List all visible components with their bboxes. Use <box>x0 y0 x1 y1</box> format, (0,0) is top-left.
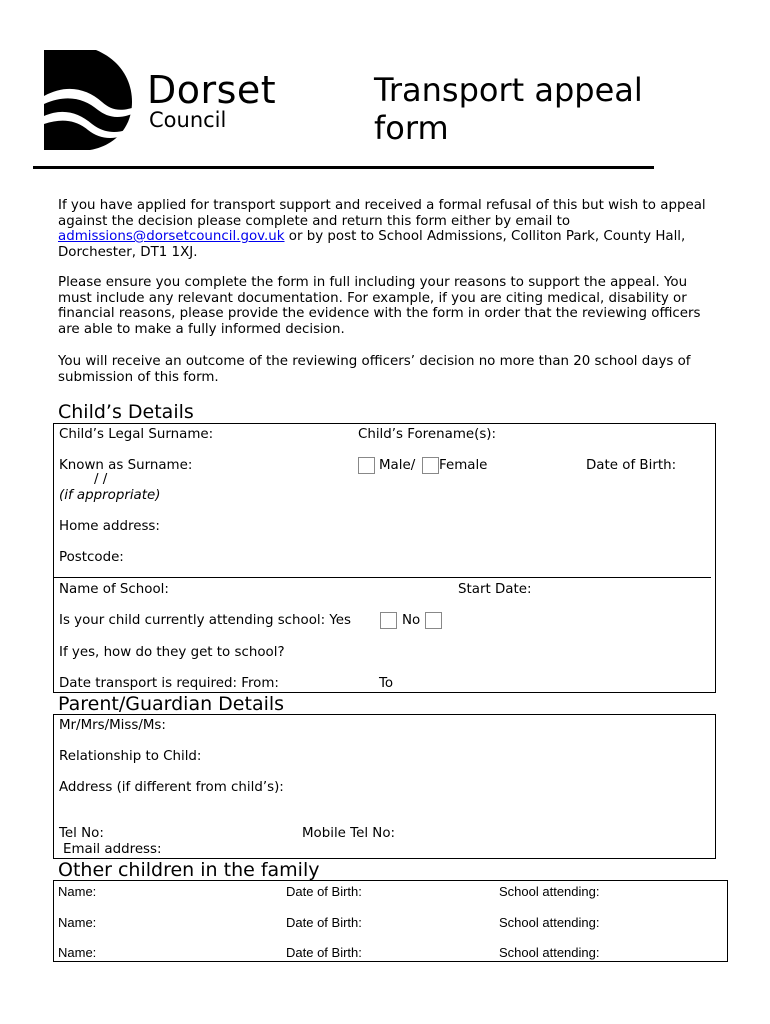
male-checkbox[interactable] <box>358 457 375 474</box>
dorset-council-logo-mark <box>44 50 132 150</box>
start-date-label: Start Date: <box>458 582 532 597</box>
child-details-box <box>53 423 716 693</box>
transport-from-label: Date transport is required: From: <box>59 676 279 691</box>
child-2-dob-label: Date of Birth: <box>286 915 362 930</box>
section-divider <box>54 577 711 578</box>
child-3-name-label: Name: <box>58 945 97 960</box>
intro-paragraph-1: If you have applied for transport support and received a formal refusal of this but wish to appeal against the decision please complete and return this form either by email to admissions@dorsetcouncil.gov.uk or by post to School Admissions, Colliton Park, County Hall, Dorchester, DT1 1XJ. <box>58 198 706 260</box>
forenames-label: Child’s Forename(s): <box>358 427 497 442</box>
dob-slashes: / / <box>94 472 108 487</box>
male-label: Male/ <box>379 458 416 473</box>
logo-wordmark: Dorset <box>147 68 277 112</box>
parent-title-label: Mr/Mrs/Miss/Ms: <box>59 718 166 733</box>
child-details-heading: Child’s Details <box>58 401 194 423</box>
logo-subtitle: Council <box>149 108 227 132</box>
child-1-name-label: Name: <box>58 884 97 899</box>
other-children-heading: Other children in the family <box>58 859 320 881</box>
page-title-overflow: form <box>374 109 449 147</box>
how-get-label: If yes, how do they get to school? <box>59 645 285 660</box>
female-checkbox[interactable] <box>422 457 439 474</box>
child-3-school-label: School attending: <box>499 945 600 960</box>
other-children-box <box>53 880 728 962</box>
intro-paragraph-2: Please ensure you complete the form in full including your reasons to support the appeal. You must include any relevant documentation. For example, if you are citing medical, disability or financial reasons, please provide the evidence with the form in order that the reviewing officers are able to make a fully informed decision. <box>58 275 701 337</box>
dob-label: Date of Birth: <box>586 458 677 473</box>
child-1-school-label: School attending: <box>499 884 600 899</box>
header-rule <box>33 166 654 169</box>
attending-no-label: No <box>402 613 421 628</box>
child-3-dob-label: Date of Birth: <box>286 945 362 960</box>
mobile-label: Mobile Tel No: <box>302 826 396 841</box>
if-appropriate-note: (if appropriate) <box>59 488 161 503</box>
attending-no-checkbox[interactable] <box>425 612 442 629</box>
parent-details-box <box>53 714 716 859</box>
intro-paragraph-3: You will receive an outcome of the reviewing officers’ decision no more than 20 school days of submission of this form. <box>58 354 691 385</box>
transport-to-label: To <box>379 676 394 691</box>
home-address-label: Home address: <box>59 519 160 534</box>
child-2-school-label: School attending: <box>499 915 600 930</box>
relationship-label: Relationship to Child: <box>59 749 202 764</box>
attending-label: Is your child currently attending school: Yes <box>59 613 352 628</box>
page-title: Transport appeal <box>374 71 643 109</box>
email-link[interactable]: admissions@dorsetcouncil.gov.uk <box>58 229 285 244</box>
postcode-label: Postcode: <box>59 550 124 565</box>
female-label: Female <box>439 458 488 473</box>
attending-yes-checkbox[interactable] <box>380 612 397 629</box>
legal-surname-label: Child’s Legal Surname: <box>59 427 214 442</box>
parent-address-label: Address (if different from child’s): <box>59 780 284 795</box>
child-2-name-label: Name: <box>58 915 97 930</box>
child-1-dob-label: Date of Birth: <box>286 884 362 899</box>
school-name-label: Name of School: <box>59 582 169 597</box>
email-label: Email address: <box>63 842 162 857</box>
known-as-label: Known as Surname: <box>59 458 193 473</box>
parent-details-heading: Parent/Guardian Details <box>58 693 285 715</box>
tel-label: Tel No: <box>59 826 104 841</box>
